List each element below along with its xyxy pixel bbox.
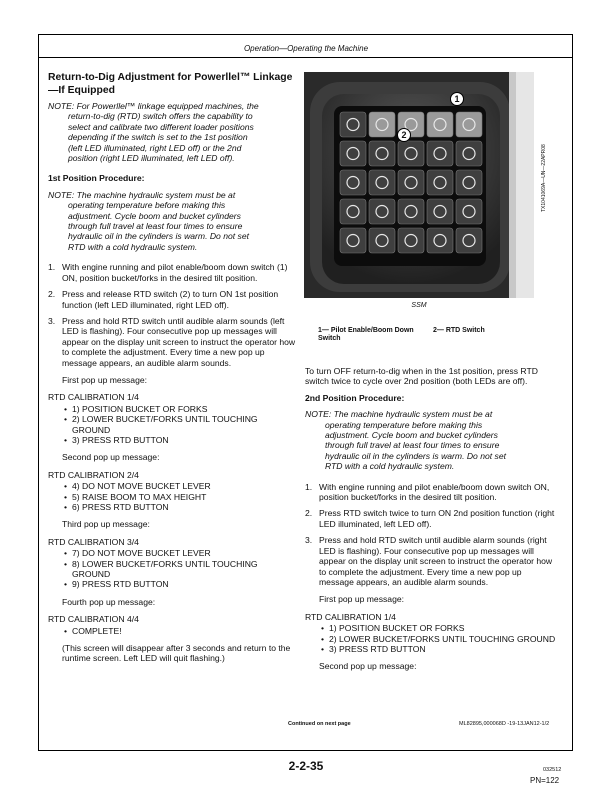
pn-number: PN=122 <box>530 776 560 785</box>
section-title: Return-to-Dig Adjustment for Powerllel™ Linkage—If Equipped <box>48 72 293 96</box>
calibration-list: • 1) POSITION BUCKET OR FORKS • 2) LOWER BUCKET/FORKS UNTIL TOUCHING GROUND • 3) PRESS RTD BUTTON <box>321 623 556 654</box>
document-code: ML82895,000068D -19-13JAN12-1/2 <box>459 721 550 727</box>
popup-label-2: Second pop up message: <box>62 452 160 463</box>
second-position-heading: 2nd Position Procedure: <box>305 392 405 403</box>
panel-switch <box>456 170 482 195</box>
top-border <box>38 34 573 35</box>
panel-switch <box>427 170 453 195</box>
small-code: 032512 <box>543 767 562 773</box>
panel-switch <box>369 112 395 137</box>
panel-switch <box>369 170 395 195</box>
panel-switch <box>369 228 395 253</box>
calibration-title: RTD CALIBRATION 1/4 <box>305 611 396 622</box>
panel-switch <box>456 199 482 224</box>
page-number: 2-2-35 <box>288 759 324 773</box>
panel-switch <box>456 228 482 253</box>
switch-panel-illustration <box>304 72 534 298</box>
left-border <box>38 34 39 750</box>
right-column <box>305 366 557 679</box>
intro-note: NOTE: For Powerllel™ linkage equipped machines, the return-to-dig (RTD) switch offers the capability to select and calibrate two different loader positions depending if the switch is set to the 1st position (left LED illuminated, right LED off) or the 2nd position (right LED illuminated, left LED off). <box>48 101 259 164</box>
calibration-list: • 1) POSITION BUCKET OR FORKS • 2) LOWER BUCKET/FORKS UNTIL TOUCHING GROUND • 3) PRESS RTD BUTTON <box>64 403 258 445</box>
bottom-rule <box>38 750 573 751</box>
legend-item-2: 2— RTD Switch <box>433 327 485 334</box>
callout-1: 1 <box>450 92 464 106</box>
popup-label-4: Fourth pop up message: <box>62 596 156 607</box>
panel-switch <box>398 228 424 253</box>
step-item: 1. With engine running and pilot enable/boom down switch ON, position bucket/forks in the desired tilt position. <box>305 481 550 503</box>
popup-label-1: First pop up message: <box>62 374 148 385</box>
panel-switch <box>398 141 424 166</box>
second-position-note: NOTE: The machine hydraulic system must be at operating temperature before making this adjustment. Cycle boom and bucket cylinders through full travel at least four times to ensure hydraulic oil in the cylinders is warm. Do not set RTD with a cold hydraulic system. <box>305 409 507 472</box>
panel-switch <box>340 228 366 253</box>
callout-2: 2 <box>397 128 411 142</box>
calibration-list: • 4) DO NOT MOVE BUCKET LEVER • 5) RAISE BOOM TO MAX HEIGHT • 6) PRESS RTD BUTTON <box>64 481 211 512</box>
first-position-steps <box>48 262 298 368</box>
step-item: 3. Press and hold RTD switch until audible alarm sounds (left LED is flashing). Four consecutive pop up messages will appear on the display unit screen to instruct the operator how to complete the adjustment. Every time a new pop up message appears, an audible alarm sounds. <box>48 315 296 368</box>
switch-panel-photo <box>304 72 534 298</box>
first-position-heading: 1st Position Procedure: <box>48 173 145 184</box>
right-border <box>572 34 573 750</box>
panel-switch <box>427 141 453 166</box>
panel-switch <box>340 199 366 224</box>
continued-note: Continued on next page <box>288 721 351 727</box>
step-item: 2. Press and release RTD switch (2) to turn ON 1st position function (left LED illuminated, right LED off). <box>48 289 279 310</box>
second-position-steps <box>305 482 557 588</box>
popup-label: First pop up message: <box>319 594 405 605</box>
panel-switch <box>427 112 453 137</box>
popup-label-3: Third pop up message: <box>62 519 150 530</box>
step-item: 1. With engine running and pilot enable/boom down switch (1) ON, position bucket/forks in the desired tilt position. <box>48 262 288 283</box>
calibration-title: RTD CALIBRATION 4/4 <box>48 614 139 625</box>
figure-caption: SSM <box>411 302 427 309</box>
step-item: 2. Press RTD switch twice to turn ON 2nd position function (right LED illuminated, left LED off). <box>305 508 555 529</box>
panel-switch <box>340 112 366 137</box>
calibration-title: RTD CALIBRATION 3/4 <box>48 536 139 547</box>
panel-switch <box>369 141 395 166</box>
panel-switch <box>427 199 453 224</box>
header-rule <box>38 57 573 58</box>
panel-switch <box>456 141 482 166</box>
turn-off-text: To turn OFF return-to-dig when in the 1st position, press RTD switch twice to cycle over 2nd position (both LEDs are off). <box>305 366 538 387</box>
panel-switch <box>340 141 366 166</box>
calibration-list: • COMPLETE! <box>64 625 122 636</box>
legend-item-1: 1— Pilot Enable/Boom Down Switch <box>318 327 414 342</box>
panel-switch <box>398 170 424 195</box>
step-item: 3. Press and hold RTD switch until audible alarm sounds (right LED is flashing). Four consecutive pop up messages will appear on the display unit screen to instruct the operator how to complete the adjustment. Every time a new pop up message appears, an audible alarm sounds. <box>305 535 553 587</box>
panel-switch <box>398 199 424 224</box>
left-column <box>48 72 298 664</box>
figure-reference: TX1041069A—UN—22APR08 <box>541 144 547 212</box>
panel-switch <box>340 170 366 195</box>
calibration-title: RTD CALIBRATION 1/4 <box>48 392 139 403</box>
final-note: (This screen will disappear after 3 seconds and return to the runtime screen. Left LED will quit flashing.) <box>62 643 291 664</box>
panel-switch <box>427 228 453 253</box>
popup-label-second: Second pop up message: <box>319 661 417 672</box>
panel-switch <box>369 199 395 224</box>
panel-switch <box>456 112 482 137</box>
calibration-list: • 7) DO NOT MOVE BUCKET LEVER • 8) LOWER BUCKET/FORKS UNTIL TOUCHING GROUND • 9) PRESS RTD BUTTON <box>64 548 258 590</box>
page-header: Operation—Operating the Machine <box>243 44 369 53</box>
calibration-title: RTD CALIBRATION 2/4 <box>48 469 139 480</box>
first-position-note: NOTE: The machine hydraulic system must be at operating temperature before making this adjustment. Cycle boom and bucket cylinders through full travel at least four times to ensure hydraulic oil in the cylinders is warm. Do not set RTD with a cold hydraulic system. <box>48 189 250 252</box>
